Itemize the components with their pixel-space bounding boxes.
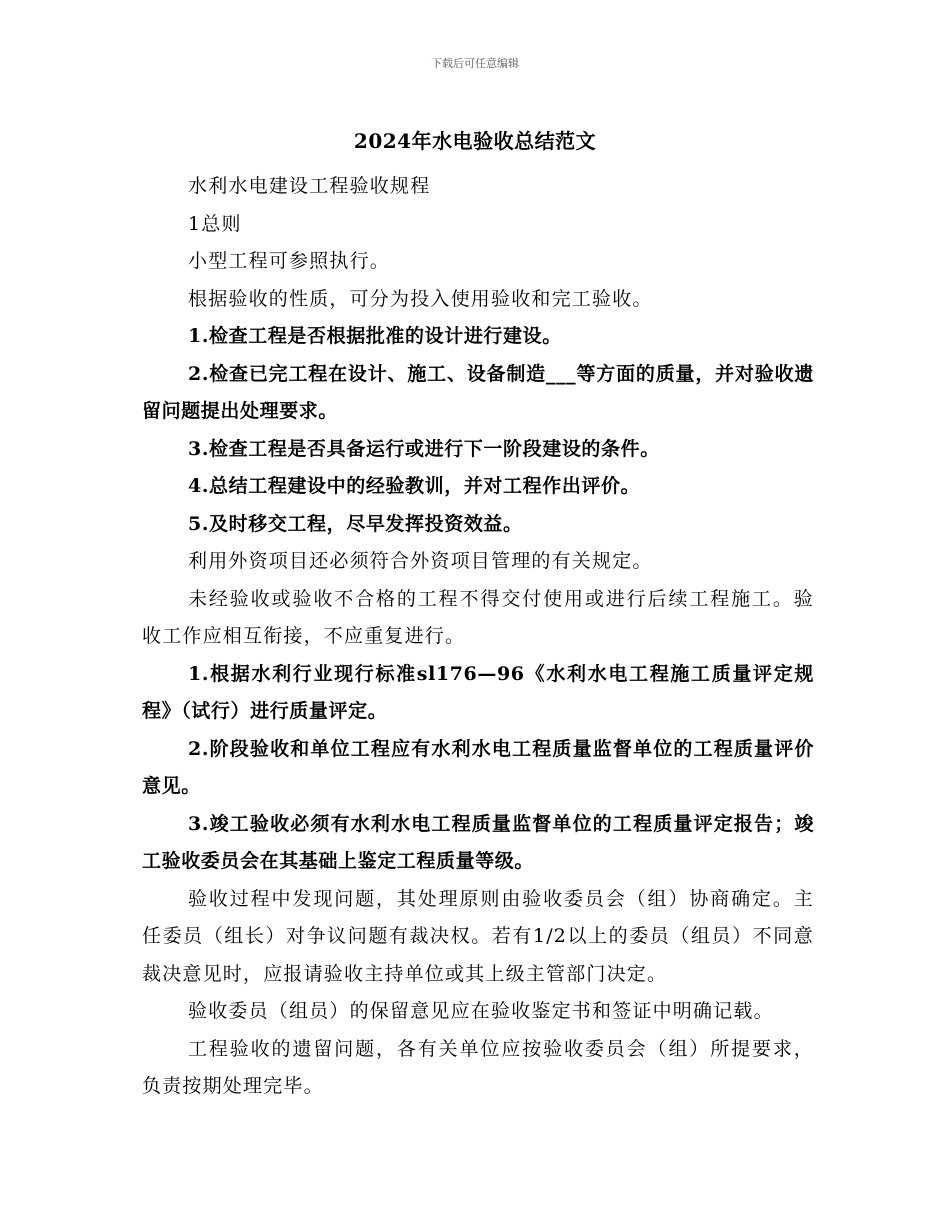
paragraph: 2.阶段验收和单位工程应有水利水电工程质量监督单位的工程质量评价意见。 (142, 737, 814, 797)
document-title: 2024年水电验收总结范文 (353, 129, 597, 153)
paragraph: 小型工程可参照执行。 (188, 250, 391, 272)
paragraph: 1.检查工程是否根据批准的设计进行建设。 (188, 325, 562, 347)
paragraph: 5.及时移交工程，尽早发挥投资效益。 (188, 512, 523, 535)
paragraph: 3.检查工程是否具备运行或进行下一阶段建设的条件。 (188, 437, 660, 460)
paragraph: 验收过程中发现问题，其处理原则由验收委员会（组）协商确定。主任委员（组长）对争议问题有裁决权。若有1/2以上的委员（组员）不同意裁决意见时，应报请验收主持单位或其上级主管部门决定。 (142, 887, 814, 985)
paragraph: 未经验收或验收不合格的工程不得交付使用或进行后续工程施工。验收工作应相互衔接，不应重复进行。 (142, 587, 814, 647)
paragraph: 4.总结工程建设中的经验教训，并对工程作出评价。 (188, 475, 641, 497)
paragraph: 利用外资项目还必须符合外资项目管理的有关规定。 (188, 550, 653, 572)
paragraph: 3.竣工验收必须有水利水电工程质量监督单位的工程质量评定报告；竣工验收委员会在其基础上鉴定工程质量等级。 (142, 812, 814, 872)
paragraph: 水利水电建设工程验收规程 (188, 175, 431, 197)
document-body (142, 168, 814, 1106)
header-note: 下载后可任意编辑 (431, 57, 519, 70)
paragraph: 验收委员（组员）的保留意见应在验收鉴定书和签证中明确记载。 (188, 1000, 774, 1022)
paragraph: 1总则 (188, 212, 242, 235)
paragraph: 1.根据水利行业现行标准sl176—96《水利水电工程施工质量评定规程》（试行）进行质量评定。 (142, 662, 814, 722)
paragraph: 根据验收的性质，可分为投入使用验收和完工验收。 (188, 287, 653, 310)
paragraph: 工程验收的遗留问题，各有关单位应按验收委员会（组）所提要求，负责按期处理完毕。 (142, 1037, 814, 1097)
paragraph: 2.检查已完工程在设计、施工、设备制造___等方面的质量，并对验收遗留问题提出处理要求。 (142, 362, 814, 422)
